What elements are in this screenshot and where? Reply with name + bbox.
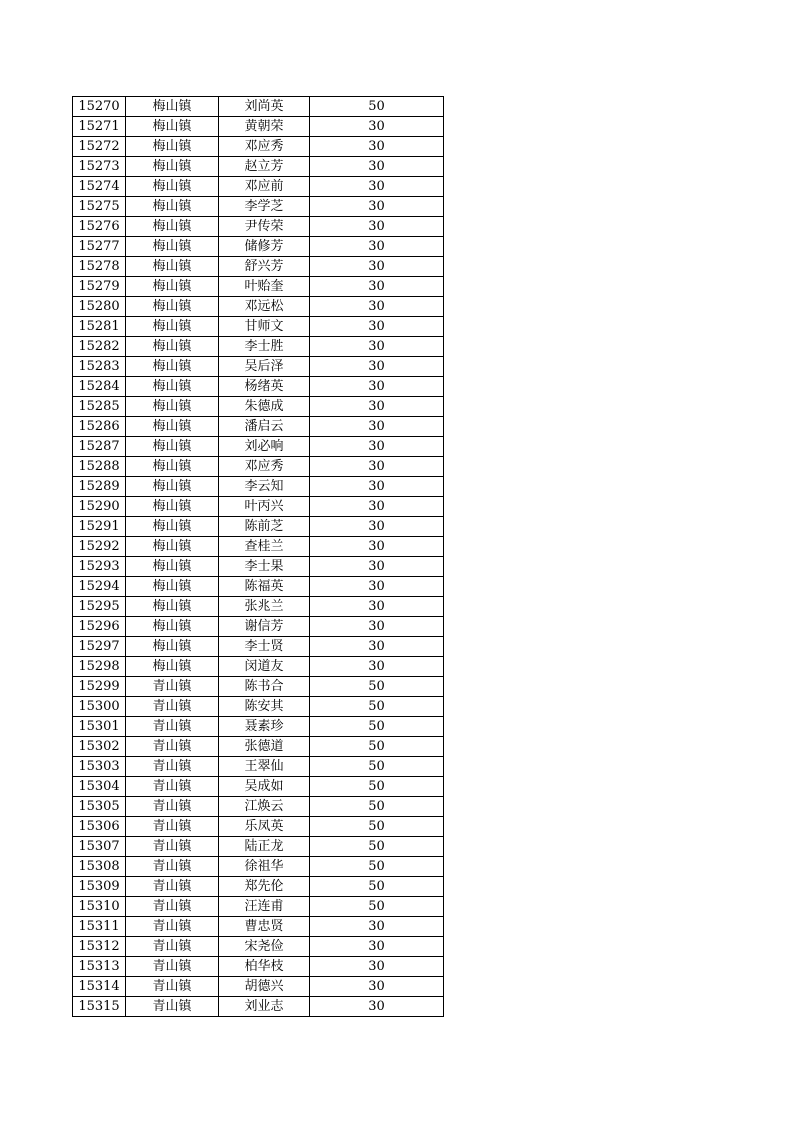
table-row bbox=[73, 937, 444, 957]
table-row bbox=[73, 517, 444, 537]
table-row bbox=[73, 217, 444, 237]
table-row bbox=[73, 977, 444, 997]
town-cell: 梅山镇 bbox=[126, 357, 219, 377]
row-id-cell: 15291 bbox=[73, 517, 126, 537]
row-id-cell: 15300 bbox=[73, 697, 126, 717]
row-id-cell: 15305 bbox=[73, 797, 126, 817]
town-cell: 梅山镇 bbox=[126, 477, 219, 497]
table-row bbox=[73, 657, 444, 677]
amount-cell: 30 bbox=[310, 117, 444, 137]
amount-cell: 30 bbox=[310, 957, 444, 977]
table-row bbox=[73, 117, 444, 137]
row-id-cell: 15292 bbox=[73, 537, 126, 557]
person-name-cell: 曹忠贤 bbox=[219, 917, 310, 937]
row-id-cell: 15277 bbox=[73, 237, 126, 257]
amount-cell: 50 bbox=[310, 757, 444, 777]
table-row bbox=[73, 177, 444, 197]
amount-cell: 30 bbox=[310, 277, 444, 297]
town-cell: 梅山镇 bbox=[126, 617, 219, 637]
town-cell: 青山镇 bbox=[126, 937, 219, 957]
amount-cell: 50 bbox=[310, 857, 444, 877]
table-row bbox=[73, 837, 444, 857]
amount-cell: 30 bbox=[310, 137, 444, 157]
row-id-cell: 15285 bbox=[73, 397, 126, 417]
row-id-cell: 15304 bbox=[73, 777, 126, 797]
person-name-cell: 汪连甫 bbox=[219, 897, 310, 917]
person-name-cell: 李士贤 bbox=[219, 637, 310, 657]
row-id-cell: 15276 bbox=[73, 217, 126, 237]
person-name-cell: 徐祖华 bbox=[219, 857, 310, 877]
person-name-cell: 邓应秀 bbox=[219, 137, 310, 157]
person-name-cell: 叶贻奎 bbox=[219, 277, 310, 297]
person-name-cell: 吴后泽 bbox=[219, 357, 310, 377]
town-cell: 梅山镇 bbox=[126, 657, 219, 677]
town-cell: 青山镇 bbox=[126, 957, 219, 977]
town-cell: 梅山镇 bbox=[126, 637, 219, 657]
table-row bbox=[73, 377, 444, 397]
table-row bbox=[73, 157, 444, 177]
table-row bbox=[73, 857, 444, 877]
person-name-cell: 杨绪英 bbox=[219, 377, 310, 397]
table-row bbox=[73, 637, 444, 657]
table-row bbox=[73, 677, 444, 697]
person-name-cell: 朱德成 bbox=[219, 397, 310, 417]
person-name-cell: 叶丙兴 bbox=[219, 497, 310, 517]
town-cell: 梅山镇 bbox=[126, 557, 219, 577]
amount-cell: 30 bbox=[310, 237, 444, 257]
table-row bbox=[73, 337, 444, 357]
person-name-cell: 刘业志 bbox=[219, 997, 310, 1017]
person-name-cell: 陈安其 bbox=[219, 697, 310, 717]
person-name-cell: 刘尚英 bbox=[219, 97, 310, 117]
table-row bbox=[73, 497, 444, 517]
person-name-cell: 江焕云 bbox=[219, 797, 310, 817]
town-cell: 青山镇 bbox=[126, 837, 219, 857]
person-name-cell: 舒兴芳 bbox=[219, 257, 310, 277]
row-id-cell: 15306 bbox=[73, 817, 126, 837]
table-row bbox=[73, 597, 444, 617]
row-id-cell: 15296 bbox=[73, 617, 126, 637]
table-row bbox=[73, 477, 444, 497]
amount-cell: 30 bbox=[310, 377, 444, 397]
town-cell: 梅山镇 bbox=[126, 437, 219, 457]
row-id-cell: 15302 bbox=[73, 737, 126, 757]
town-cell: 梅山镇 bbox=[126, 597, 219, 617]
person-name-cell: 刘必响 bbox=[219, 437, 310, 457]
town-cell: 青山镇 bbox=[126, 737, 219, 757]
person-name-cell: 柏华枝 bbox=[219, 957, 310, 977]
row-id-cell: 15303 bbox=[73, 757, 126, 777]
town-cell: 青山镇 bbox=[126, 857, 219, 877]
town-cell: 青山镇 bbox=[126, 677, 219, 697]
amount-cell: 30 bbox=[310, 397, 444, 417]
amount-cell: 30 bbox=[310, 617, 444, 637]
table-row bbox=[73, 717, 444, 737]
amount-cell: 50 bbox=[310, 97, 444, 117]
amount-cell: 30 bbox=[310, 197, 444, 217]
town-cell: 梅山镇 bbox=[126, 417, 219, 437]
table-row bbox=[73, 197, 444, 217]
row-id-cell: 15289 bbox=[73, 477, 126, 497]
row-id-cell: 15308 bbox=[73, 857, 126, 877]
table-row bbox=[73, 297, 444, 317]
person-name-cell: 黄朝荣 bbox=[219, 117, 310, 137]
amount-cell: 30 bbox=[310, 337, 444, 357]
amount-cell: 30 bbox=[310, 637, 444, 657]
town-cell: 梅山镇 bbox=[126, 317, 219, 337]
person-name-cell: 陈书合 bbox=[219, 677, 310, 697]
row-id-cell: 15298 bbox=[73, 657, 126, 677]
amount-cell: 30 bbox=[310, 917, 444, 937]
town-cell: 青山镇 bbox=[126, 717, 219, 737]
table-row bbox=[73, 97, 444, 117]
person-name-cell: 查桂兰 bbox=[219, 537, 310, 557]
table-row bbox=[73, 737, 444, 757]
data-table bbox=[72, 96, 444, 1017]
amount-cell: 30 bbox=[310, 177, 444, 197]
table-body bbox=[73, 97, 444, 1017]
row-id-cell: 15288 bbox=[73, 457, 126, 477]
amount-cell: 30 bbox=[310, 517, 444, 537]
table-row bbox=[73, 577, 444, 597]
table-row bbox=[73, 697, 444, 717]
amount-cell: 50 bbox=[310, 897, 444, 917]
table-row bbox=[73, 817, 444, 837]
table-row bbox=[73, 537, 444, 557]
person-name-cell: 邓远松 bbox=[219, 297, 310, 317]
person-name-cell: 潘启云 bbox=[219, 417, 310, 437]
person-name-cell: 李学芝 bbox=[219, 197, 310, 217]
row-id-cell: 15281 bbox=[73, 317, 126, 337]
person-name-cell: 甘师文 bbox=[219, 317, 310, 337]
town-cell: 梅山镇 bbox=[126, 457, 219, 477]
table-row bbox=[73, 957, 444, 977]
table-row bbox=[73, 137, 444, 157]
person-name-cell: 赵立芳 bbox=[219, 157, 310, 177]
row-id-cell: 15280 bbox=[73, 297, 126, 317]
amount-cell: 50 bbox=[310, 837, 444, 857]
town-cell: 梅山镇 bbox=[126, 177, 219, 197]
town-cell: 梅山镇 bbox=[126, 377, 219, 397]
row-id-cell: 15273 bbox=[73, 157, 126, 177]
amount-cell: 50 bbox=[310, 717, 444, 737]
row-id-cell: 15310 bbox=[73, 897, 126, 917]
town-cell: 青山镇 bbox=[126, 797, 219, 817]
table-row bbox=[73, 757, 444, 777]
amount-cell: 30 bbox=[310, 997, 444, 1017]
person-name-cell: 聂素珍 bbox=[219, 717, 310, 737]
table-row bbox=[73, 257, 444, 277]
row-id-cell: 15294 bbox=[73, 577, 126, 597]
person-name-cell: 陆正龙 bbox=[219, 837, 310, 857]
row-id-cell: 15309 bbox=[73, 877, 126, 897]
table-row bbox=[73, 357, 444, 377]
table-row bbox=[73, 557, 444, 577]
row-id-cell: 15287 bbox=[73, 437, 126, 457]
town-cell: 梅山镇 bbox=[126, 397, 219, 417]
row-id-cell: 15313 bbox=[73, 957, 126, 977]
person-name-cell: 张德道 bbox=[219, 737, 310, 757]
row-id-cell: 15284 bbox=[73, 377, 126, 397]
town-cell: 青山镇 bbox=[126, 697, 219, 717]
amount-cell: 30 bbox=[310, 597, 444, 617]
row-id-cell: 15297 bbox=[73, 637, 126, 657]
amount-cell: 30 bbox=[310, 157, 444, 177]
town-cell: 梅山镇 bbox=[126, 197, 219, 217]
town-cell: 梅山镇 bbox=[126, 497, 219, 517]
amount-cell: 50 bbox=[310, 797, 444, 817]
amount-cell: 30 bbox=[310, 417, 444, 437]
town-cell: 青山镇 bbox=[126, 977, 219, 997]
town-cell: 青山镇 bbox=[126, 997, 219, 1017]
table-row bbox=[73, 897, 444, 917]
person-name-cell: 谢信芳 bbox=[219, 617, 310, 637]
table-row bbox=[73, 777, 444, 797]
amount-cell: 30 bbox=[310, 457, 444, 477]
amount-cell: 30 bbox=[310, 217, 444, 237]
town-cell: 梅山镇 bbox=[126, 337, 219, 357]
table-row bbox=[73, 917, 444, 937]
town-cell: 青山镇 bbox=[126, 917, 219, 937]
town-cell: 梅山镇 bbox=[126, 97, 219, 117]
town-cell: 梅山镇 bbox=[126, 277, 219, 297]
person-name-cell: 王翠仙 bbox=[219, 757, 310, 777]
amount-cell: 30 bbox=[310, 657, 444, 677]
row-id-cell: 15315 bbox=[73, 997, 126, 1017]
amount-cell: 30 bbox=[310, 937, 444, 957]
row-id-cell: 15271 bbox=[73, 117, 126, 137]
row-id-cell: 15314 bbox=[73, 977, 126, 997]
person-name-cell: 乐凤英 bbox=[219, 817, 310, 837]
amount-cell: 30 bbox=[310, 357, 444, 377]
row-id-cell: 15295 bbox=[73, 597, 126, 617]
amount-cell: 50 bbox=[310, 777, 444, 797]
amount-cell: 30 bbox=[310, 577, 444, 597]
amount-cell: 30 bbox=[310, 317, 444, 337]
amount-cell: 30 bbox=[310, 477, 444, 497]
amount-cell: 30 bbox=[310, 537, 444, 557]
person-name-cell: 李云知 bbox=[219, 477, 310, 497]
person-name-cell: 胡德兴 bbox=[219, 977, 310, 997]
town-cell: 梅山镇 bbox=[126, 117, 219, 137]
row-id-cell: 15299 bbox=[73, 677, 126, 697]
table-row bbox=[73, 397, 444, 417]
row-id-cell: 15274 bbox=[73, 177, 126, 197]
town-cell: 梅山镇 bbox=[126, 517, 219, 537]
row-id-cell: 15293 bbox=[73, 557, 126, 577]
table-row bbox=[73, 277, 444, 297]
table-row bbox=[73, 317, 444, 337]
person-name-cell: 宋尧俭 bbox=[219, 937, 310, 957]
person-name-cell: 邓应秀 bbox=[219, 457, 310, 477]
amount-cell: 50 bbox=[310, 697, 444, 717]
town-cell: 梅山镇 bbox=[126, 577, 219, 597]
table-row bbox=[73, 617, 444, 637]
row-id-cell: 15278 bbox=[73, 257, 126, 277]
amount-cell: 50 bbox=[310, 877, 444, 897]
amount-cell: 50 bbox=[310, 817, 444, 837]
person-name-cell: 陈前芝 bbox=[219, 517, 310, 537]
town-cell: 梅山镇 bbox=[126, 157, 219, 177]
town-cell: 梅山镇 bbox=[126, 237, 219, 257]
row-id-cell: 15283 bbox=[73, 357, 126, 377]
row-id-cell: 15312 bbox=[73, 937, 126, 957]
town-cell: 梅山镇 bbox=[126, 217, 219, 237]
town-cell: 青山镇 bbox=[126, 817, 219, 837]
amount-cell: 30 bbox=[310, 497, 444, 517]
amount-cell: 50 bbox=[310, 737, 444, 757]
town-cell: 梅山镇 bbox=[126, 137, 219, 157]
table-row bbox=[73, 797, 444, 817]
row-id-cell: 15301 bbox=[73, 717, 126, 737]
person-name-cell: 李士果 bbox=[219, 557, 310, 577]
row-id-cell: 15272 bbox=[73, 137, 126, 157]
row-id-cell: 15279 bbox=[73, 277, 126, 297]
amount-cell: 30 bbox=[310, 437, 444, 457]
person-name-cell: 郑先伦 bbox=[219, 877, 310, 897]
town-cell: 梅山镇 bbox=[126, 537, 219, 557]
town-cell: 青山镇 bbox=[126, 897, 219, 917]
person-name-cell: 储修芳 bbox=[219, 237, 310, 257]
row-id-cell: 15290 bbox=[73, 497, 126, 517]
row-id-cell: 15311 bbox=[73, 917, 126, 937]
amount-cell: 30 bbox=[310, 297, 444, 317]
person-name-cell: 尹传荣 bbox=[219, 217, 310, 237]
town-cell: 梅山镇 bbox=[126, 257, 219, 277]
amount-cell: 30 bbox=[310, 257, 444, 277]
town-cell: 梅山镇 bbox=[126, 297, 219, 317]
table-row bbox=[73, 997, 444, 1017]
row-id-cell: 15270 bbox=[73, 97, 126, 117]
person-name-cell: 李士胜 bbox=[219, 337, 310, 357]
person-name-cell: 闵道友 bbox=[219, 657, 310, 677]
person-name-cell: 邓应前 bbox=[219, 177, 310, 197]
row-id-cell: 15275 bbox=[73, 197, 126, 217]
town-cell: 青山镇 bbox=[126, 877, 219, 897]
table-row bbox=[73, 237, 444, 257]
person-name-cell: 陈福英 bbox=[219, 577, 310, 597]
table-row bbox=[73, 457, 444, 477]
table-row bbox=[73, 877, 444, 897]
table-row bbox=[73, 437, 444, 457]
row-id-cell: 15286 bbox=[73, 417, 126, 437]
row-id-cell: 15307 bbox=[73, 837, 126, 857]
town-cell: 青山镇 bbox=[126, 777, 219, 797]
person-name-cell: 吴成如 bbox=[219, 777, 310, 797]
town-cell: 青山镇 bbox=[126, 757, 219, 777]
row-id-cell: 15282 bbox=[73, 337, 126, 357]
amount-cell: 30 bbox=[310, 977, 444, 997]
person-name-cell: 张兆兰 bbox=[219, 597, 310, 617]
amount-cell: 50 bbox=[310, 677, 444, 697]
amount-cell: 30 bbox=[310, 557, 444, 577]
table-row bbox=[73, 417, 444, 437]
